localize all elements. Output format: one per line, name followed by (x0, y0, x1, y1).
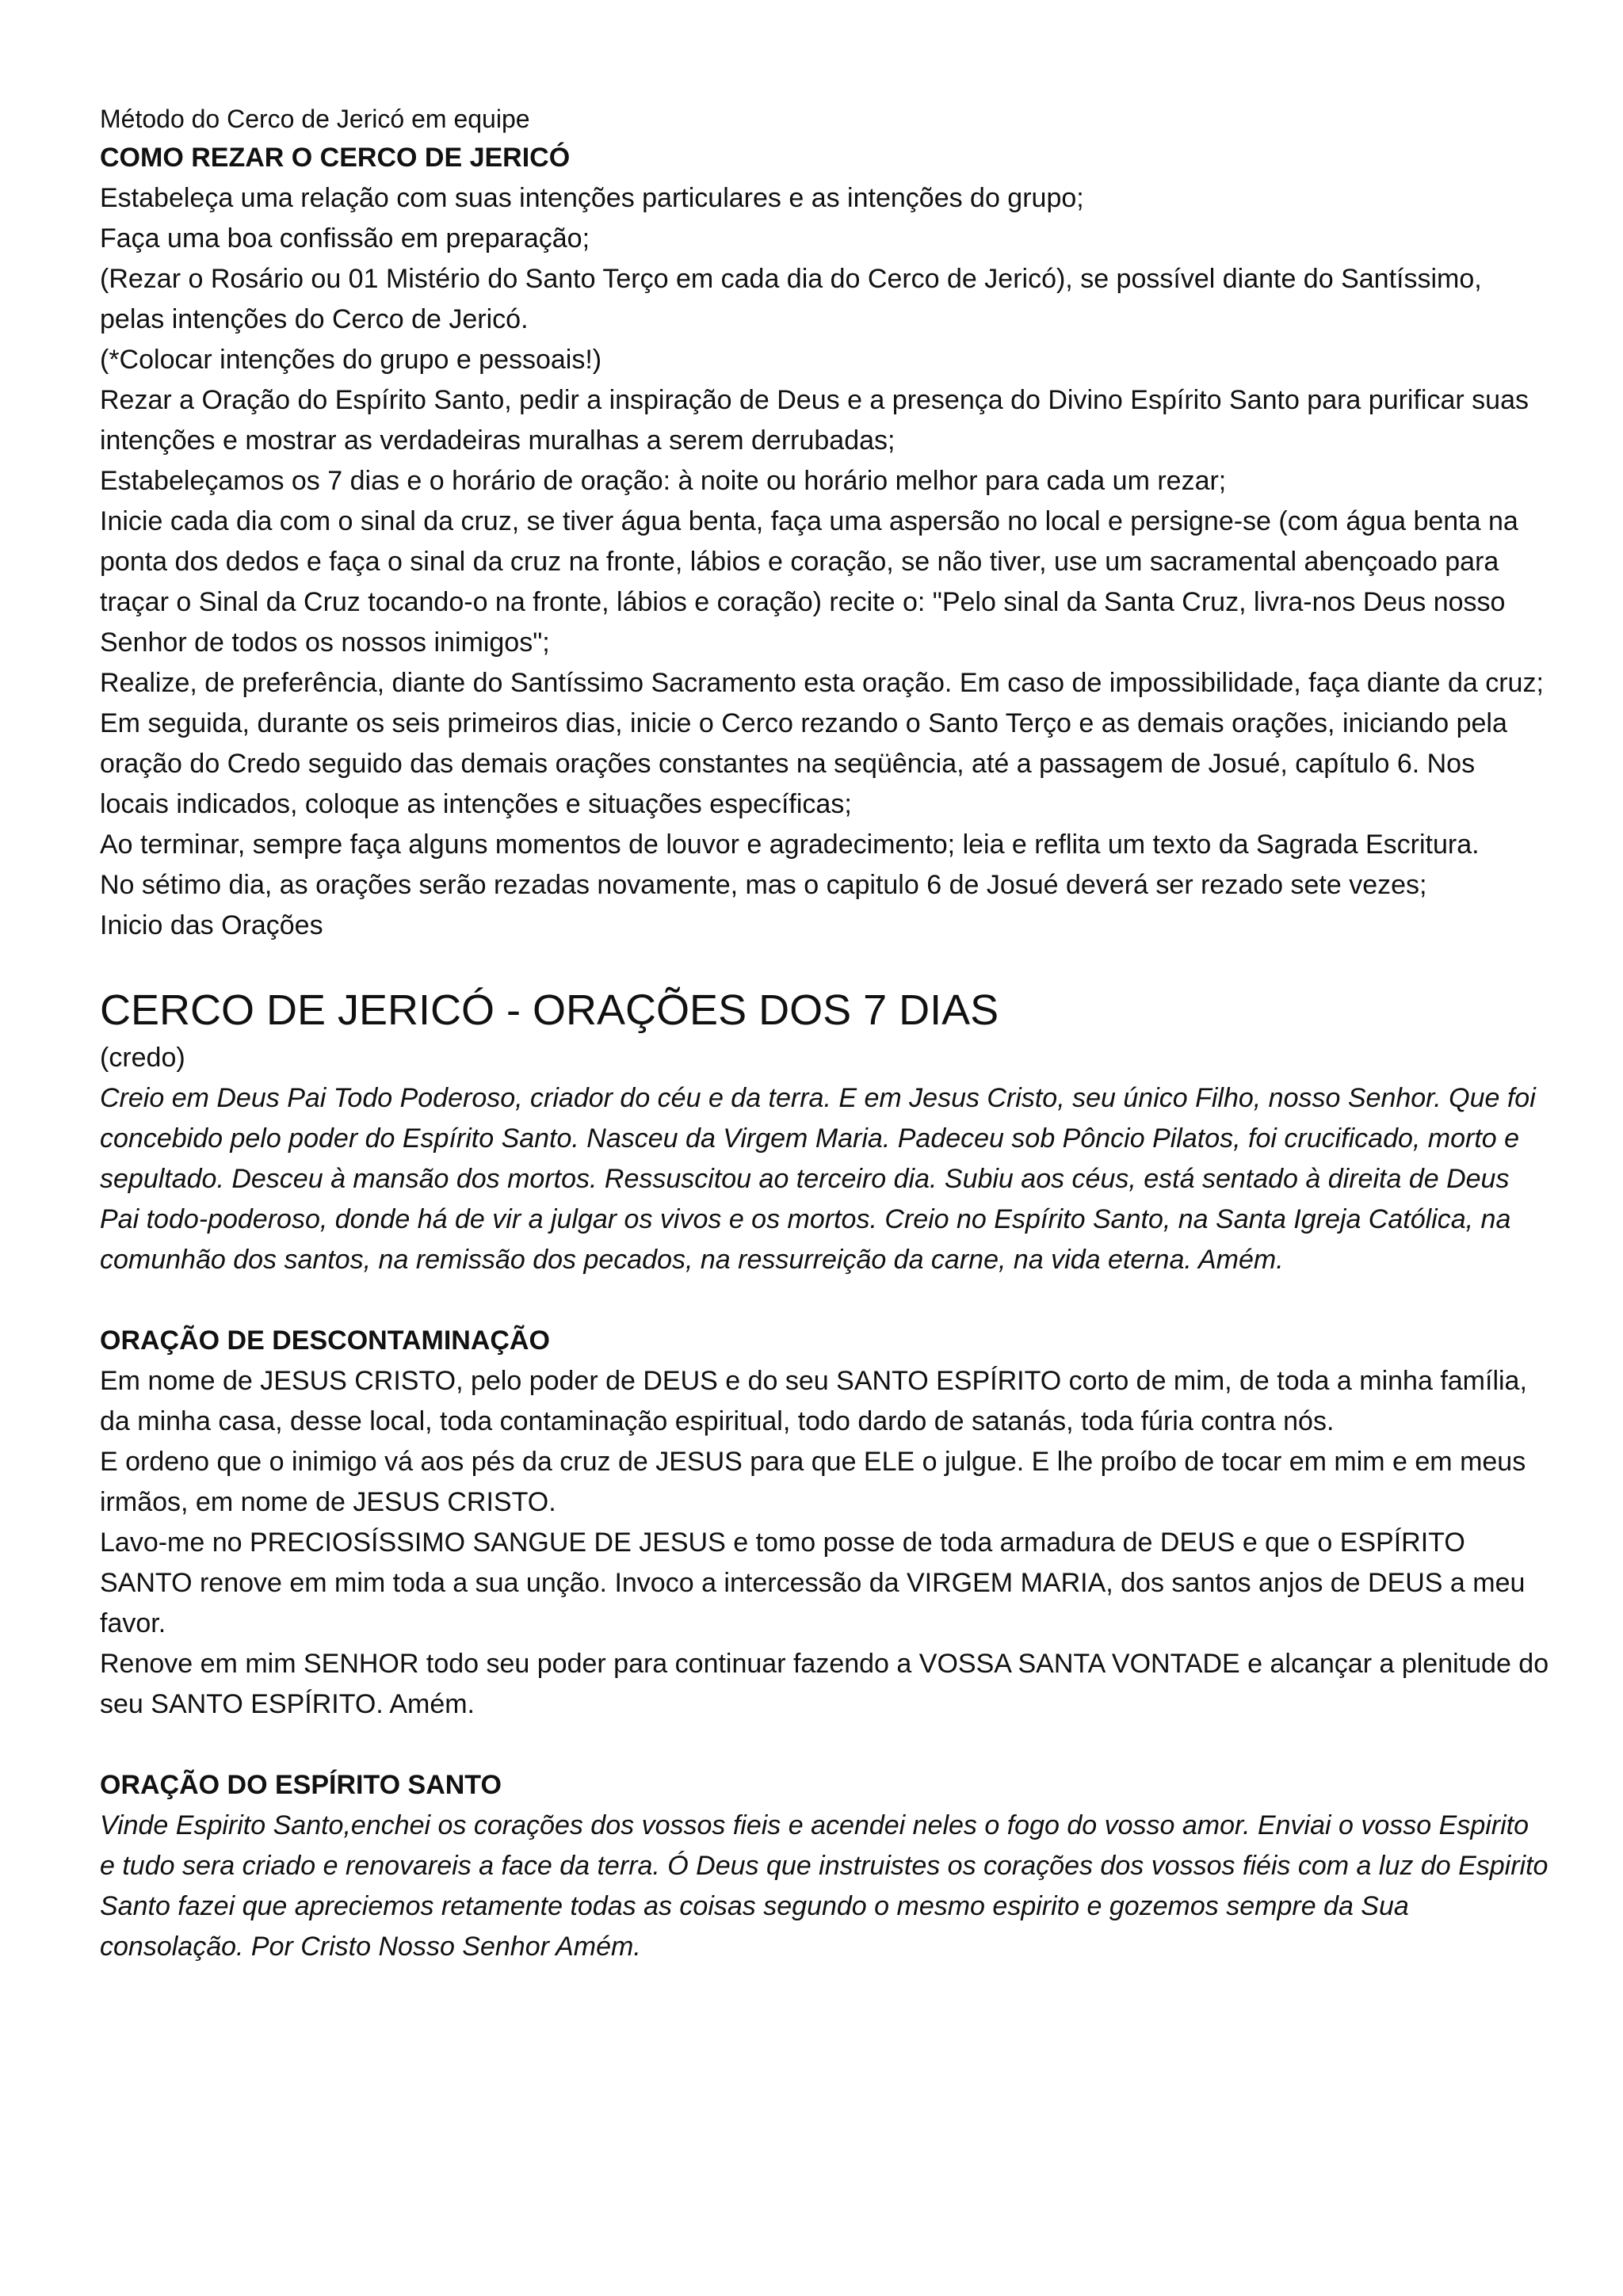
instruction-item: Estabeleçamos os 7 dias e o horário de oração: à noite ou horário melhor para cada um rezar; (100, 466, 1227, 496)
holy-spirit-heading: ORAÇÃO DO ESPÍRITO SANTO (100, 1770, 502, 1800)
credo-text: Creio em Deus Pai Todo Poderoso, criador do céu e da terra. E em Jesus Cristo, seu único Filho, nosso Senhor. Que foi concebido pelo poder do Espírito Santo. Nasceu da Virgem Maria. Padeceu sob Pôncio Pilatos, foi crucificado, morto e sepultado. Desceu à mansão dos mortos. Ressuscitou ao terceiro dia. Subiu aos céus, está sentado à direita de Deus Pai todo-poderoso, donde há de vir a julgar os vivos e os mortos. Creio no Espírito Santo, na Santa Igreja Católica, na comunhão dos santos, na remissão dos pecados, na ressurreição da carne, na vida eterna. Amém. (100, 1083, 1536, 1275)
prayer-paragraph: Renove em mim SENHOR todo seu poder para continuar fazendo a VOSSA SANTA VONTADE e alcançar a plenitude do seu SANTO ESPÍRITO. Amém. (100, 1649, 1549, 1719)
intro-line: Método do Cerco de Jericó em equipe (100, 105, 530, 133)
document-page (100, 100, 1550, 1967)
instruction-item: Em seguida, durante os seis primeiros dias, inicie o Cerco rezando o Santo Terço e as demais orações, iniciando pela oração do Credo seguido das demais orações constantes na seqüência, até a passagem de Josué, capítulo 6. Nos locais indicados, coloque as intenções e situações específicas; (100, 708, 1507, 819)
instructions-list (100, 178, 1550, 946)
instruction-item: Inicio das Orações (100, 910, 323, 940)
prayer-paragraph: Lavo-me no PRECIOSÍSSIMO SANGUE DE JESUS e tomo posse de toda armadura de DEUS e que o ESPÍRITO SANTO renove em mim toda a sua unção. Invoco a intercessão da VIRGEM MARIA, dos santos anjos de DEUS a meu favor. (100, 1527, 1526, 1638)
prayer-paragraph: E ordeno que o inimigo vá aos pés da cruz de JESUS para que ELE o julgue. E lhe proíbo de tocar em mim e em meus irmãos, em nome de JESUS CRISTO. (100, 1447, 1526, 1517)
instruction-item: Faça uma boa confissão em preparação; (100, 223, 590, 254)
decontamination-heading: ORAÇÃO DE DESCONTAMINAÇÃO (100, 1325, 550, 1356)
instruction-item: Inicie cada dia com o sinal da cruz, se tiver água benta, faça uma aspersão no local e persigne-se (com água benta na ponta dos dedos e faça o sinal da cruz na fronte, lábios e coração, se não tiver, use um sacramental abençoado para traçar o Sinal da Cruz tocando-o na fronte, lábios e coração) recite o: "Pelo sinal da Santa Cruz, livra-nos Deus nosso Senhor de todos os nossos inimigos"; (100, 506, 1518, 658)
prayer-paragraph: Em nome de JESUS CRISTO, pelo poder de DEUS e do seu SANTO ESPÍRITO corto de mim, de toda a minha família, da minha casa, desse local, toda contaminação espiritual, todo dardo de satanás, toda fúria contra nós. (100, 1366, 1527, 1436)
instruction-item: Ao terminar, sempre faça alguns momentos de louvor e agradecimento; leia e reflita um texto da Sagrada Escritura. (100, 830, 1480, 860)
decontamination-prayer (100, 1361, 1550, 1725)
how-to-pray-heading: COMO REZAR O CERCO DE JERICÓ (100, 143, 571, 173)
instruction-item: Rezar a Oração do Espírito Santo, pedir a inspiração de Deus e a presença do Divino Espírito Santo para purificar suas intenções e mostrar as verdadeiras muralhas a serem derrubadas; (100, 385, 1529, 456)
instruction-item: (Rezar o Rosário ou 01 Mistério do Santo Terço em cada dia do Cerco de Jericó), se possível diante do Santíssimo, pelas intenções do Cerco de Jericó. (100, 264, 1482, 334)
instruction-item: Realize, de preferência, diante do Santíssimo Sacramento esta oração. Em caso de impossibilidade, faça diante da cruz; (100, 668, 1544, 698)
instruction-item: Estabeleça uma relação com suas intenções particulares e as intenções do grupo; (100, 183, 1084, 213)
instruction-item: (*Colocar intenções do grupo e pessoais!) (100, 345, 602, 375)
holy-spirit-prayer: Vinde Espirito Santo,enchei os corações dos vossos fieis e acendei neles o fogo do vosso amor. Enviai o vosso Espirito e tudo sera criado e renovareis a face da terra. Ó Deus que instruistes os corações dos vossos fiéis com a luz do Espirito Santo fazei que apreciemos retamente todas as coisas segundo o mesmo espirito e gozemos sempre da Sua consolação. Por Cristo Nosso Senhor Amém. (100, 1810, 1549, 1962)
credo-label: (credo) (100, 1043, 185, 1073)
instruction-item: No sétimo dia, as orações serão rezadas novamente, mas o capitulo 6 de Josué deverá ser rezado sete vezes; (100, 870, 1427, 900)
main-title: CERCO DE JERICÓ - ORAÇÕES DOS 7 DIAS (100, 986, 999, 1034)
